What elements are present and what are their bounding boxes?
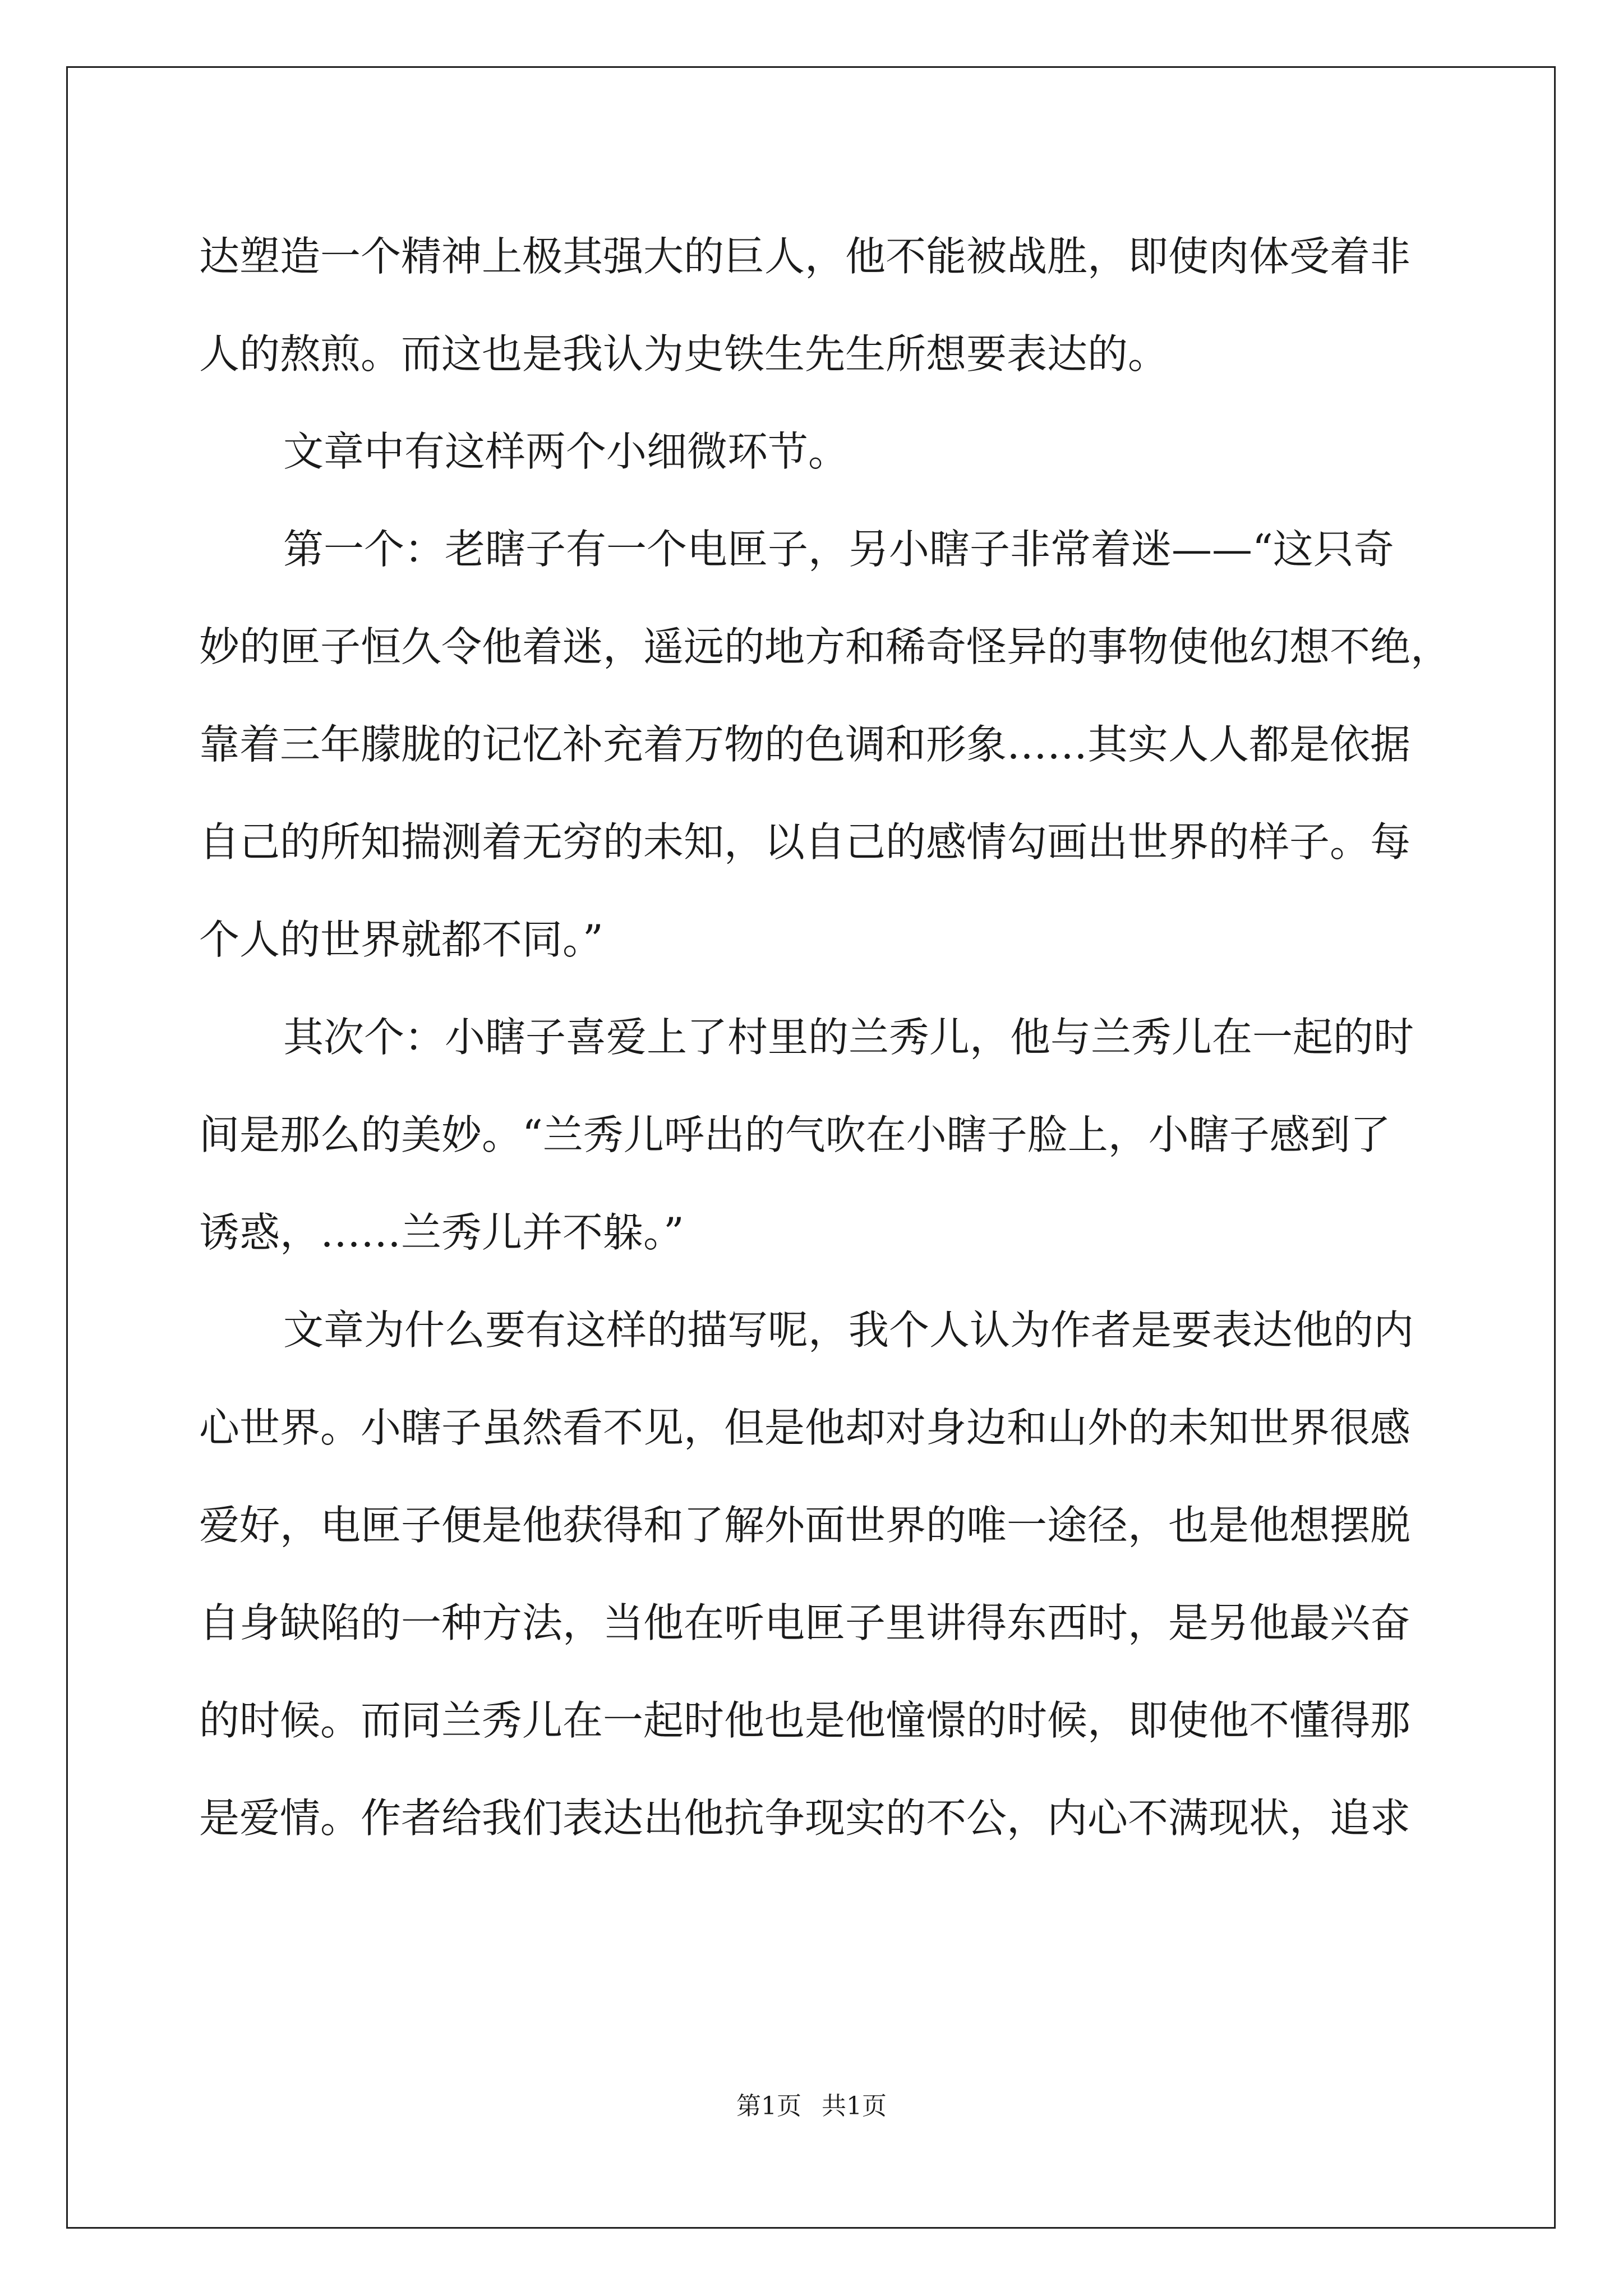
- text-line: 的时候。而同兰秀儿在一起时他也是他憧憬的时候，即使他不懂得那: [199, 1697, 1411, 1744]
- document-body: [199, 208, 1451, 1867]
- text-line: 爱好，电匣子便是他获得和了解外面世界的唯一途径，也是他想摆脱: [199, 1502, 1411, 1549]
- text-line: 妙的匣子恒久令他着迷，遥远的地方和稀奇怪异的事物使他幻想不绝，: [199, 623, 1451, 670]
- text-line: 其次个：小瞎子喜爱上了村里的兰秀儿，他与兰秀儿在一起的时: [283, 1014, 1414, 1061]
- text-line: 达塑造一个精神上极其强大的巨人，他不能被战胜，即使肉体受着非: [199, 233, 1411, 280]
- page-number: 第1页: [736, 2092, 801, 2120]
- text-line: 自己的所知揣测着无穷的未知，以自己的感情勾画出世界的样子。每: [199, 818, 1411, 866]
- text-line: 自身缺陷的一种方法，当他在听电匣子里讲得东西时，是另他最兴奋: [199, 1599, 1411, 1646]
- text-line: 间是那么的美妙。“兰秀儿呼出的气吹在小瞎子脸上，小瞎子感到了: [199, 1111, 1391, 1158]
- page-total: 共1页: [822, 2092, 887, 2120]
- text-line: 心世界。小瞎子虽然看不见，但是他却对身边和山外的未知世界很感: [199, 1404, 1411, 1451]
- text-line: 是爱情。作者给我们表达出他抗争现实的不公，内心不满现状，追求: [199, 1795, 1411, 1842]
- text-line: 第一个：老瞎子有一个电匣子，另小瞎子非常着迷——“这只奇: [283, 526, 1394, 573]
- text-line: 诱惑，……兰秀儿并不躲。”: [199, 1209, 684, 1256]
- text-line: 个人的世界就都不同。”: [199, 916, 603, 963]
- text-line: 人的熬煎。而这也是我认为史铁生先生所想要表达的。: [199, 330, 1169, 378]
- text-line: 文章为什么要有这样的描写呢，我个人认为作者是要表达他的内: [283, 1306, 1414, 1354]
- text-line: 文章中有这样两个小细微环节。: [283, 428, 849, 475]
- text-line: 靠着三年朦胧的记忆补充着万物的色调和形象……其实人人都是依据: [199, 721, 1411, 768]
- page-footer: [0, 2090, 1623, 2123]
